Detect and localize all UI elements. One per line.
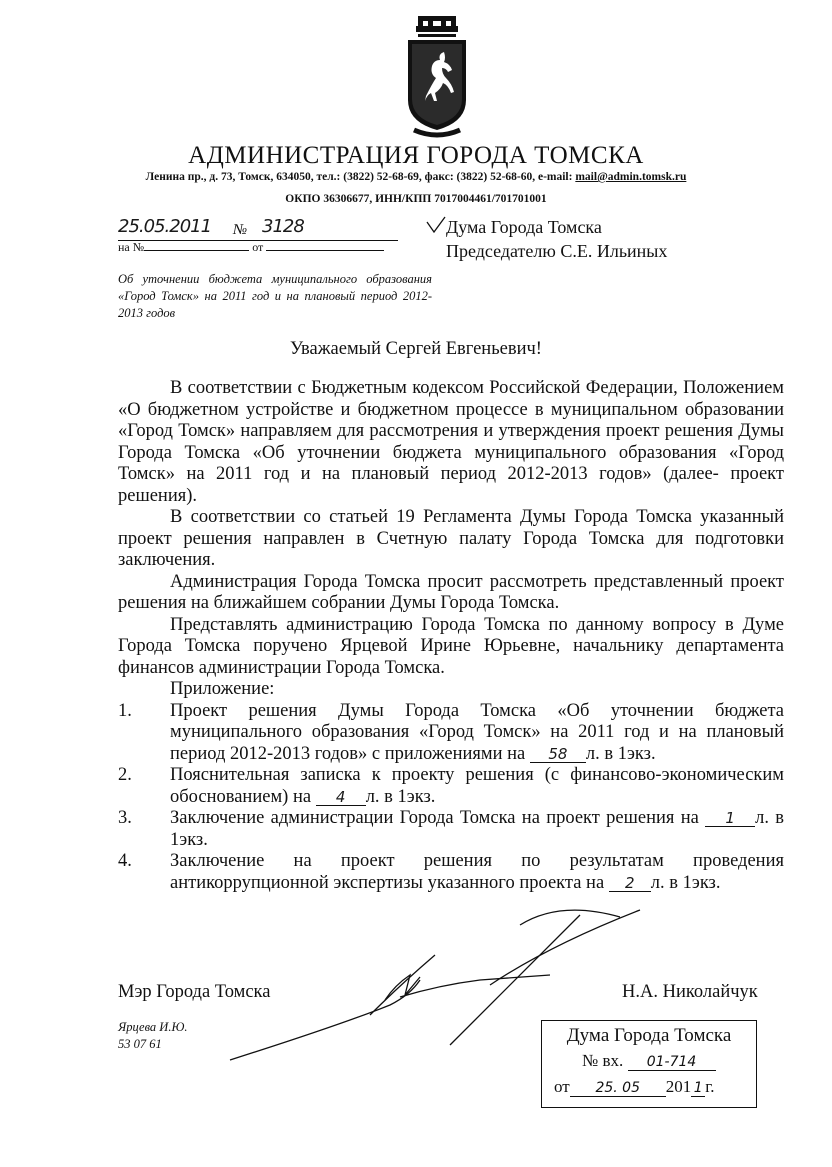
attachments-label: Приложение: [170,679,275,699]
stamp-date-label: от [554,1077,570,1096]
stamp-incoming-value: 01-714 [628,1054,716,1071]
registration-number-sign: № [233,222,248,238]
address-text: Ленина пр., д. 73, Томск, 634050, тел.: (3822) 52-68-69, факс: (3822) 52-68-60, e-mail: [145,171,576,183]
org-codes: ОКПО 36306677, ИНН/КПП 7017004461/701701001 [285,193,547,205]
salutation: Уважаемый Сергей Евгеньевич! [290,339,542,359]
attachment-suffix: л. в 1экз. [650,872,721,893]
recipient-person: Председателю С.Е. Ильиных [446,241,668,261]
attachment-item-2 [118,765,784,808]
signer-title: Мэр Города Томска [118,982,271,1002]
executor-phone: 53 07 61 [118,1037,162,1051]
stamp-date [554,1077,715,1097]
attachment-text [170,701,784,766]
checkmark-icon [426,216,446,236]
attachment-suffix: л. в 1экз. [585,743,656,764]
signer-name: Н.А. Николайчук [622,982,758,1002]
attachment-pages: 58 [530,746,586,763]
org-address [0,171,832,183]
reference-from-label: от [252,240,264,254]
stamp-year-prefix: 201 [665,1077,692,1096]
attachment-item-1 [118,701,784,766]
letter-subject: Об уточнении бюджета муниципального образования «Город Томск» на 2011 год и на плановый период 2012-2013 годов [118,272,432,320]
body-paragraph-3: Администрация Города Томска просит рассмотреть представленный проект решения на ближайшем собрании Думы Города Томска. [118,571,784,613]
stamp-date-value: 25. 05 [570,1080,666,1097]
attachment-item-3 [118,808,784,851]
attachment-pages: 1 [705,810,755,827]
attachment-pages: 2 [609,875,651,892]
stamp-year-digit: 1 [691,1080,705,1097]
reference-line [118,240,384,255]
attachment-item-4 [118,851,784,894]
stamp-incoming-label: № вх. [582,1051,624,1070]
attachment-description: Заключение на проект решения по результатам проведения антикоррупционной экспертизы указанного проекта на [170,851,784,893]
attachment-description: Заключение администрации Города Томска на проект решения на [170,808,699,828]
executor-block [118,1019,187,1053]
attachment-suffix: л. в 1экз. [365,786,436,807]
attachment-text [170,851,784,894]
attachment-number: 4. [118,851,132,871]
attachment-number: 3. [118,808,132,828]
attachment-text [170,765,784,808]
attachment-description: Проект решения Думы Города Томска «Об уточнении бюджета муниципального образования «Город Томск» на 2011 год и на плановый период 2012-2013 годов» с приложениями на [170,700,784,764]
org-title: АДМИНИСТРАЦИЯ ГОРОДА ТОМСКА [188,142,644,169]
registration-date: 25.05.2011 [118,216,212,237]
attachment-pages: 4 [316,789,366,806]
stamp-title: Дума Города Томска [566,1025,732,1046]
stamp-year-suffix: г. [705,1077,715,1096]
attachment-number: 2. [118,765,132,785]
body-paragraph-4: Представлять администрацию Города Томска по данному вопросу в Думе Города Томска поручено Ярцевой Ирине Юрьевне, начальнику департамента финансов администрации Города Томска. [118,614,784,678]
incoming-stamp [541,1020,757,1108]
reference-prefix: на № [118,240,145,254]
executor-name: Ярцева И.Ю. [118,1020,188,1034]
stamp-incoming-number [582,1051,716,1071]
attachment-number: 1. [118,700,132,721]
attachment-suffix: л. в 1экз. [170,808,784,850]
attachment-text [170,808,784,851]
recipient-block [446,215,667,263]
letter-body [118,378,784,894]
reference-date-blank [266,240,384,251]
reference-number-blank [144,240,249,251]
email-link[interactable]: mail@admin.tomsk.ru [575,171,687,183]
city-crest-icon [404,12,470,140]
attachment-description: Пояснительная записка к проекту решения (с финансово-экономическим обоснованием) на [170,765,784,807]
registration-number: 3128 [262,216,304,237]
recipient-organization: Дума Города Томска [446,217,602,237]
body-paragraph-1: В соответствии с Бюджетным кодексом Российской Федерации, Положением «О бюджетном устройстве и бюджетном процессе в муниципальном образовании «Город Томск» направляем для рассмотрения и утверждения проект решения Думы Города Томска «Об уточнении бюджета муниципального образования «Город Томск» на 2011 год и на плановый период 2012-2013 годов» (далее- проект решения). [118,378,784,506]
body-paragraph-2: В соответствии со статьей 19 Регламента Думы Города Томска указанный проект решения направлен в Счетную палату Города Томска для подготовки заключения. [118,507,784,570]
